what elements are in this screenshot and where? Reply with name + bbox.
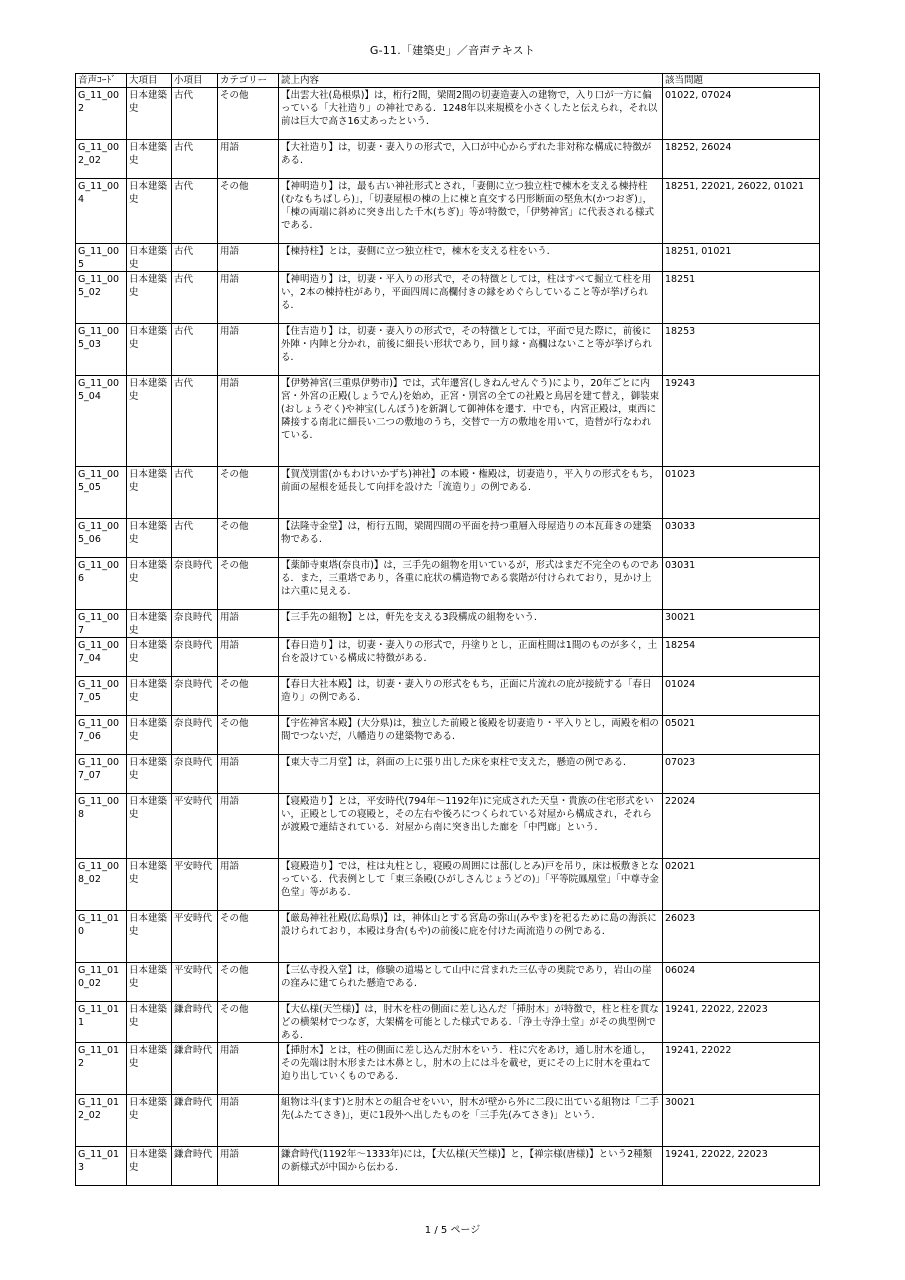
row-code: G_11_007_06 xyxy=(76,716,127,755)
row-category: その他 xyxy=(218,467,279,519)
row-text: 【薬師寺東塔(奈良市)】は，三手先の組物を用いているが，形式はまだ不完全のものである．また，三重塔であり，各重に庇状の構造物である裳階が付けられており，見かけ上は六重に見える． xyxy=(279,558,663,610)
row-category: その他 xyxy=(218,1002,279,1043)
row-minor: 古代 xyxy=(172,179,218,244)
row-text: 【宇佐神宮本殿】(大分県)は，独立した前殿と後殿を切妻造り・平入りとし，両殿を相の間でつないだ，八幡造りの建築物である． xyxy=(279,716,663,755)
row-questions: 19243 xyxy=(663,376,820,467)
row-category: 用語 xyxy=(218,794,279,859)
table-row xyxy=(76,558,820,610)
row-code: G_11_008_02 xyxy=(76,859,127,911)
row-text: 【東大寺二月堂】は，斜面の上に張り出した床を束柱で支えた，懸造の例である． xyxy=(279,755,663,794)
column-header-minor: 小項目 xyxy=(172,74,218,88)
row-major: 日本建築史 xyxy=(127,716,172,755)
row-questions: 03033 xyxy=(663,519,820,558)
row-code: G_11_002_02 xyxy=(76,140,127,179)
row-questions: 19241, 22022, 22023 xyxy=(663,1147,820,1186)
row-category: その他 xyxy=(218,88,279,140)
row-major: 日本建築史 xyxy=(127,911,172,963)
row-category: その他 xyxy=(218,519,279,558)
row-minor: 鎌倉時代 xyxy=(172,1095,218,1147)
row-major: 日本建築史 xyxy=(127,272,172,324)
row-major: 日本建築史 xyxy=(127,467,172,519)
table-row xyxy=(76,376,820,467)
row-questions: 01024 xyxy=(663,677,820,716)
row-questions: 18253 xyxy=(663,324,820,376)
row-major: 日本建築史 xyxy=(127,324,172,376)
row-category: 用語 xyxy=(218,272,279,324)
row-questions: 06024 xyxy=(663,963,820,1002)
row-minor: 平安時代 xyxy=(172,963,218,1002)
table-row xyxy=(76,794,820,859)
row-minor: 鎌倉時代 xyxy=(172,1147,218,1186)
row-category: その他 xyxy=(218,911,279,963)
row-major: 日本建築史 xyxy=(127,638,172,677)
table-row xyxy=(76,467,820,519)
column-header-code: 音声ｺｰﾄﾞ xyxy=(76,74,127,88)
table-row xyxy=(76,610,820,638)
row-code: G_11_013 xyxy=(76,1147,127,1186)
row-code: G_11_002 xyxy=(76,88,127,140)
row-code: G_11_006 xyxy=(76,558,127,610)
row-code: G_11_010 xyxy=(76,911,127,963)
row-questions: 18251, 01021 xyxy=(663,244,820,272)
row-code: G_11_005_05 xyxy=(76,467,127,519)
table-row xyxy=(76,1095,820,1147)
table-row xyxy=(76,1147,820,1186)
row-major: 日本建築史 xyxy=(127,244,172,272)
voice-text-table xyxy=(75,73,820,1186)
row-questions: 02021 xyxy=(663,859,820,911)
row-minor: 古代 xyxy=(172,272,218,324)
row-major: 日本建築史 xyxy=(127,88,172,140)
table-row xyxy=(76,1002,820,1043)
row-major: 日本建築史 xyxy=(127,376,172,467)
row-text: 【神明造り】は，最も古い神社形式とされ，「妻側に立つ独立柱で棟木を支える棟持柱(むなもちばしら)」，「切妻屋根の棟の上に棟と直交する円形断面の堅魚木(かつおぎ)」，「棟の両端に斜めに突き出した千木(ちぎ)」等が特徴で，「伊勢神宮」に代表される様式である． xyxy=(279,179,663,244)
row-text: 組物は斗(ます)と肘木との組合せをいい，肘木が壁から外に二段に出ている組物は「二手先(ふたてさき)」，更に1段外へ出したものを「三手先(みてさき)」という． xyxy=(279,1095,663,1147)
row-code: G_11_005_02 xyxy=(76,272,127,324)
row-code: G_11_005 xyxy=(76,244,127,272)
column-header-major: 大項目 xyxy=(127,74,172,88)
table-row xyxy=(76,716,820,755)
row-questions: 01022, 07024 xyxy=(663,88,820,140)
row-text: 【神明造り】は，切妻・平入りの形式で，その特徴としては，柱はすべて掘立て柱を用い，2本の棟持柱があり，平面四周に高欄付きの縁をめぐらしていること等が挙げられる． xyxy=(279,272,663,324)
row-code: G_11_012 xyxy=(76,1043,127,1095)
row-category: 用語 xyxy=(218,1095,279,1147)
row-questions: 18252, 26024 xyxy=(663,140,820,179)
row-text: 【三手先の組物】とは，軒先を支える3段構成の組物をいう． xyxy=(279,610,663,638)
row-code: G_11_007_05 xyxy=(76,677,127,716)
row-questions: 01023 xyxy=(663,467,820,519)
row-code: G_11_004 xyxy=(76,179,127,244)
row-major: 日本建築史 xyxy=(127,677,172,716)
row-questions: 26023 xyxy=(663,911,820,963)
row-code: G_11_005_04 xyxy=(76,376,127,467)
row-major: 日本建築史 xyxy=(127,610,172,638)
row-text: 【寝殿造り】では，柱は丸柱とし，寝殿の周囲には蔀(しとみ)戸を吊り，床は板敷きとなっている．代表例として「東三条殿(ひがしさんじょうどの)」「平等院鳳凰堂」「中尊寺金色堂」等がある． xyxy=(279,859,663,911)
row-category: 用語 xyxy=(218,1043,279,1095)
row-minor: 奈良時代 xyxy=(172,638,218,677)
row-category: 用語 xyxy=(218,324,279,376)
row-major: 日本建築史 xyxy=(127,1095,172,1147)
row-text: 【法隆寺金堂】は，桁行五間，梁間四間の平面を持つ重層入母屋造りの本瓦葺きの建築物である． xyxy=(279,519,663,558)
row-minor: 奈良時代 xyxy=(172,610,218,638)
row-text: 【棟持柱】とは，妻側に立つ独立柱で，棟木を支える柱をいう． xyxy=(279,244,663,272)
row-major: 日本建築史 xyxy=(127,140,172,179)
column-header-text: 読上内容 xyxy=(279,74,663,88)
row-code: G_11_007 xyxy=(76,610,127,638)
row-questions: 03031 xyxy=(663,558,820,610)
row-questions: 30021 xyxy=(663,1095,820,1147)
row-category: その他 xyxy=(218,716,279,755)
row-minor: 奈良時代 xyxy=(172,558,218,610)
row-major: 日本建築史 xyxy=(127,1043,172,1095)
row-text: 【厳島神社社殿(広島県)】は，神体山とする宮島の弥山(みやま)を祀るために島の海浜に設けられており，本殿は身舎(もや)の前後に庇を付けた両流造りの例である． xyxy=(279,911,663,963)
row-minor: 古代 xyxy=(172,324,218,376)
row-code: G_11_008 xyxy=(76,794,127,859)
row-minor: 鎌倉時代 xyxy=(172,1002,218,1043)
row-major: 日本建築史 xyxy=(127,179,172,244)
row-code: G_11_005_06 xyxy=(76,519,127,558)
row-text: 鎌倉時代(1192年～1333年)には，【大仏様(天竺様)】と，【禅宗様(唐様)】という2種類の新様式が中国から伝わる． xyxy=(279,1147,663,1186)
table-row xyxy=(76,244,820,272)
row-minor: 奈良時代 xyxy=(172,677,218,716)
row-questions: 05021 xyxy=(663,716,820,755)
row-category: その他 xyxy=(218,179,279,244)
table-row xyxy=(76,88,820,140)
row-minor: 平安時代 xyxy=(172,794,218,859)
row-major: 日本建築史 xyxy=(127,1002,172,1043)
table-row xyxy=(76,677,820,716)
page-title: G-11.「建築史」／音声テキスト xyxy=(369,44,536,57)
row-text: 【三仏寺投入堂】は，修験の道場として山中に営まれた三仏寺の奥院であり，岩山の崖の窪みに建てられた懸造である． xyxy=(279,963,663,1002)
column-header-questions: 該当問題 xyxy=(663,74,820,88)
row-category: 用語 xyxy=(218,859,279,911)
row-major: 日本建築史 xyxy=(127,519,172,558)
table-row xyxy=(76,324,820,376)
row-category: 用語 xyxy=(218,1147,279,1186)
row-code: G_11_007_04 xyxy=(76,638,127,677)
row-code: G_11_011 xyxy=(76,1002,127,1043)
row-category: 用語 xyxy=(218,376,279,467)
row-text: 【寝殿造り】とは，平安時代(794年～1192年)に完成された天皇・貴族の住宅形式をいい，正殿としての寝殿と，その左右や後ろにつくられている対屋から構成され，それらが渡殿で連結されている．対屋から南に突き出した廊を「中門廊」という． xyxy=(279,794,663,859)
row-category: 用語 xyxy=(218,140,279,179)
row-category: その他 xyxy=(218,677,279,716)
row-category: その他 xyxy=(218,558,279,610)
row-text: 【出雲大社(島根県)】は，桁行2間，梁間2間の切妻造妻入の建物で，入り口が一方に偏っている「大社造り」の神社である．1248年以来規模を小さくしたと伝えられ，それ以前は巨大で高さ16丈あったという． xyxy=(279,88,663,140)
row-questions: 18251, 22021, 26022, 01021 xyxy=(663,179,820,244)
row-category: 用語 xyxy=(218,755,279,794)
table-row xyxy=(76,519,820,558)
table-row xyxy=(76,859,820,911)
row-questions: 18251 xyxy=(663,272,820,324)
page-number: 1 / 5 ページ xyxy=(424,1225,481,1236)
row-minor: 古代 xyxy=(172,519,218,558)
row-major: 日本建築史 xyxy=(127,859,172,911)
column-header-category: カテゴリー xyxy=(218,74,279,88)
row-category: その他 xyxy=(218,963,279,1002)
row-text: 【春日大社本殿】は，切妻・妻入りの形式をもち，正面に片流れの庇が接続する「春日造り」の例である． xyxy=(279,677,663,716)
row-category: 用語 xyxy=(218,638,279,677)
row-major: 日本建築史 xyxy=(127,558,172,610)
row-questions: 18254 xyxy=(663,638,820,677)
row-code: G_11_007_07 xyxy=(76,755,127,794)
row-minor: 古代 xyxy=(172,140,218,179)
header-row xyxy=(76,74,820,88)
table-row xyxy=(76,963,820,1002)
table-row xyxy=(76,140,820,179)
table-row xyxy=(76,1043,820,1095)
row-minor: 鎌倉時代 xyxy=(172,1043,218,1095)
row-code: G_11_010_02 xyxy=(76,963,127,1002)
table-row xyxy=(76,179,820,244)
row-code: G_11_012_02 xyxy=(76,1095,127,1147)
row-category: 用語 xyxy=(218,610,279,638)
row-code: G_11_005_03 xyxy=(76,324,127,376)
row-minor: 奈良時代 xyxy=(172,755,218,794)
row-major: 日本建築史 xyxy=(127,1147,172,1186)
row-minor: 平安時代 xyxy=(172,859,218,911)
row-text: 【住吉造り】は，切妻・妻入りの形式で，その特徴としては，平面で見た際に，前後に外陣・内陣と分かれ，前後に細長い形状であり，回り縁・高欄はないこと等が挙げられる． xyxy=(279,324,663,376)
row-text: 【春日造り】は，切妻・妻入りの形式で，丹塗りとし，正面柱間は1間のものが多く，土台を設けている構成に特徴がある． xyxy=(279,638,663,677)
row-major: 日本建築史 xyxy=(127,794,172,859)
row-text: 【賀茂別雷(かもわけいかずち)神社】の本殿・権殿は，切妻造り，平入りの形式をもち，前面の屋根を延長して向拝を設けた「流造り」の例である． xyxy=(279,467,663,519)
row-major: 日本建築史 xyxy=(127,963,172,1002)
table-row xyxy=(76,272,820,324)
row-questions: 19241, 22022, 22023 xyxy=(663,1002,820,1043)
row-minor: 古代 xyxy=(172,244,218,272)
table-row xyxy=(76,755,820,794)
row-major: 日本建築史 xyxy=(127,755,172,794)
row-minor: 古代 xyxy=(172,88,218,140)
row-questions: 22024 xyxy=(663,794,820,859)
row-text: 【大社造り】は，切妻・妻入りの形式で，入口が中心からずれた非対称な構成に特徴がある． xyxy=(279,140,663,179)
table-row xyxy=(76,911,820,963)
row-minor: 平安時代 xyxy=(172,911,218,963)
row-minor: 古代 xyxy=(172,467,218,519)
table-row xyxy=(76,638,820,677)
row-questions: 30021 xyxy=(663,610,820,638)
row-text: 【挿肘木】とは，柱の側面に差し込んだ肘木をいう．柱に穴をあけ，通し肘木を通し，その先端は肘木形または木鼻とし，肘木の上には斗を載せ，更にその上に肘木を重ねて迫り出していくものである． xyxy=(279,1043,663,1095)
row-text: 【伊勢神宮(三重県伊勢市)】では，式年遷宮(しきねんせんぐう)により，20年ごとに内宮・外宮の正殿(しょうでん)を始め，正宮・別宮の全ての社殿と鳥居を建て替え，御装束(おしょうぞく)や神宝(しんぽう)を新調して御神体を遷す．中でも，内宮正殿は，東西に隣接する南北に細長い二つの敷地のうち，交替で一方の敷地を用いて，造替が行なわれている． xyxy=(279,376,663,467)
row-minor: 奈良時代 xyxy=(172,716,218,755)
row-category: 用語 xyxy=(218,244,279,272)
row-text: 【大仏様(天竺様)】は，肘木を柱の側面に差し込んだ「挿肘木」が特徴で，柱と柱を貫などの横架材でつなぎ，大架構を可能とした様式である．「浄土寺浄土堂」がその典型例である． xyxy=(279,1002,663,1043)
row-questions: 19241, 22022 xyxy=(663,1043,820,1095)
row-minor: 古代 xyxy=(172,376,218,467)
row-questions: 07023 xyxy=(663,755,820,794)
